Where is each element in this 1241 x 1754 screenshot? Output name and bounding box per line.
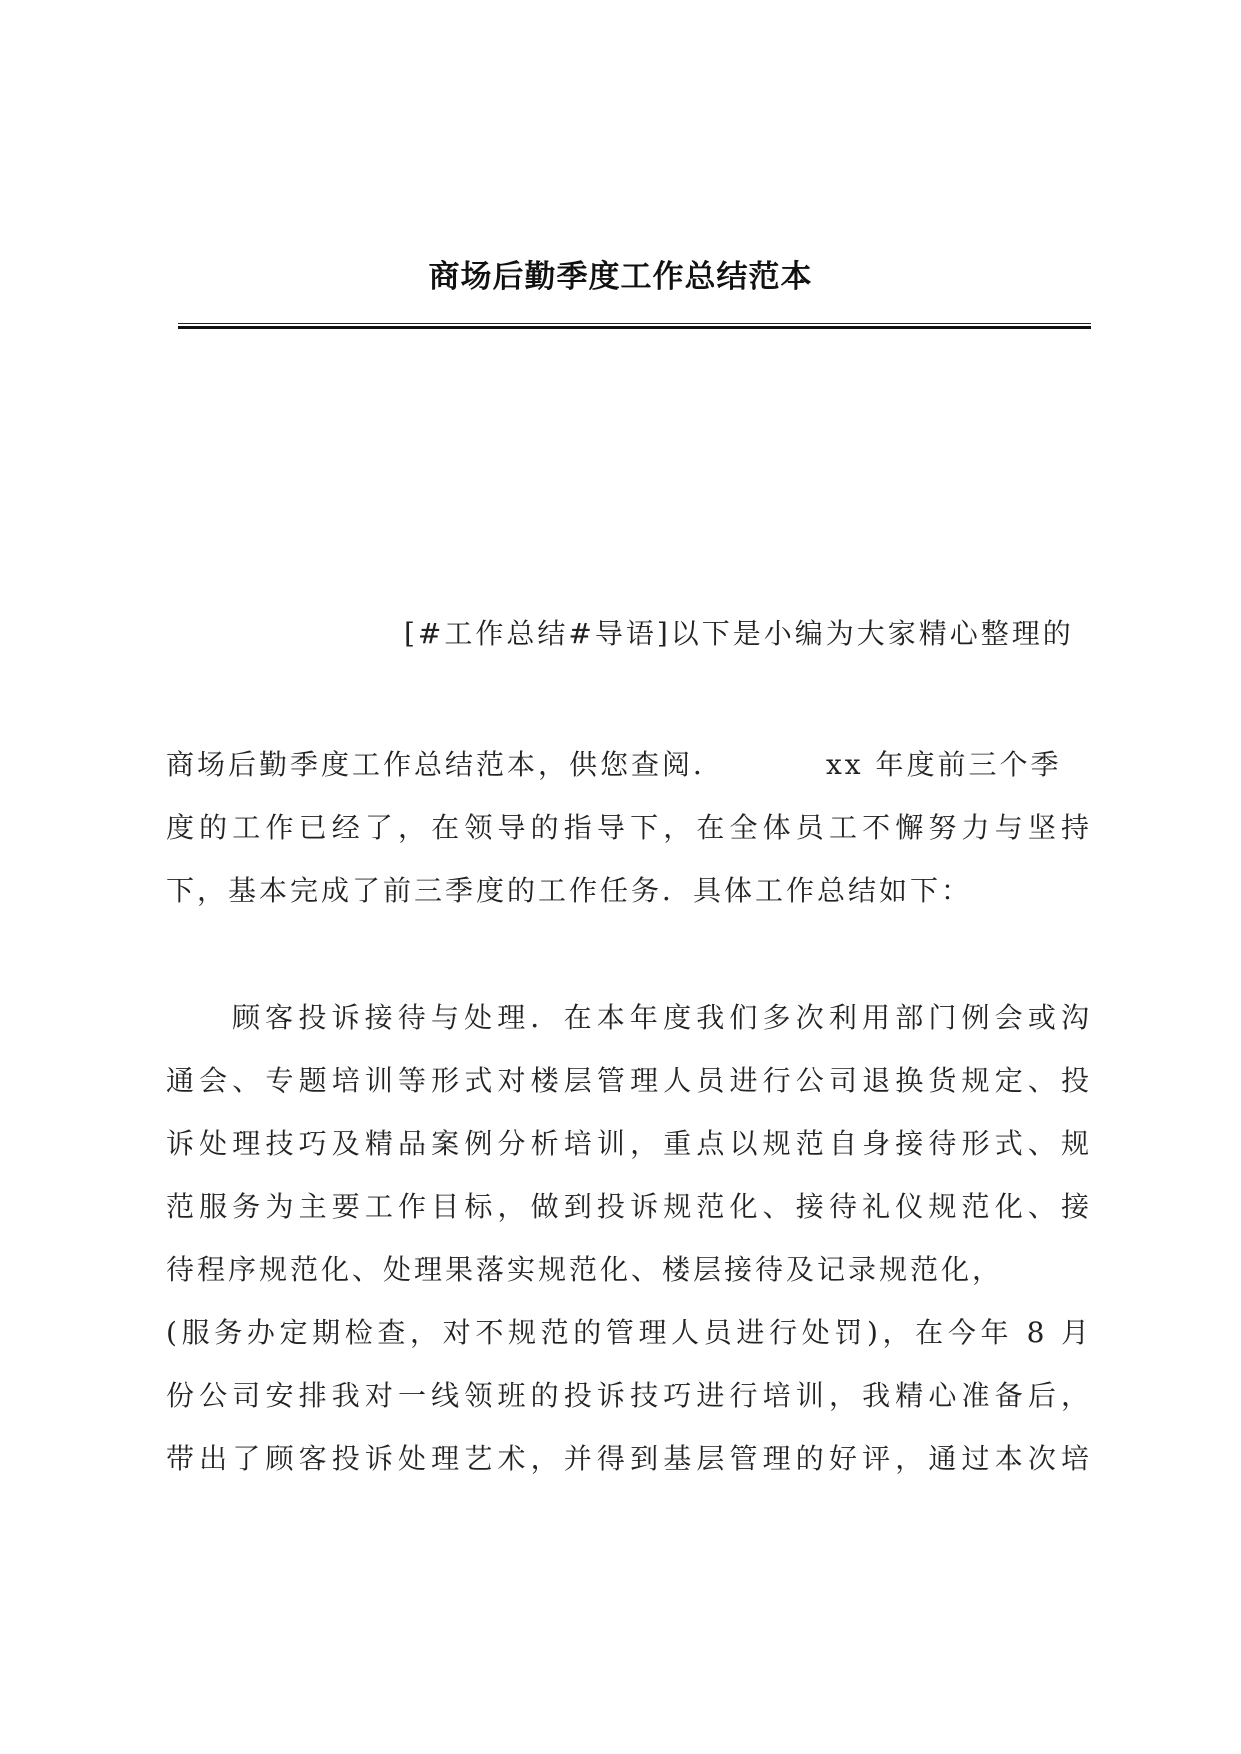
intro-line-2b: xx 年度前三个季 [826, 748, 1062, 781]
title-double-rule [178, 323, 1091, 329]
body-line-5: 待程序规范化、处理果落实规范化、楼层接待及记录规范化， [166, 1253, 1004, 1286]
body-line-3: 诉处理技巧及精品案例分析培训，重点以规范自身接待形式、规 [166, 1127, 1092, 1160]
body-line-7: 份公司安排我对一线领班的投诉技巧进行培训，我精心准备后， [166, 1379, 1092, 1412]
title-rule-thin [178, 323, 1091, 324]
body-line-2: 通会、专题培训等形式对楼层管理人员进行公司退换货规定、投 [166, 1064, 1092, 1097]
intro-line-3: 度的工作已经了，在领导的指导下，在全体员工不懈努力与坚持 [166, 811, 1092, 844]
intro-line-4: 下，基本完成了前三季度的工作任务．具体工作总结如下： [166, 874, 973, 907]
body-line-6: (服务办定期检查，对不规范的管理人员进行处罚)，在今年 8 月 [166, 1316, 1092, 1349]
title-rule-thick [178, 326, 1091, 329]
body-line-1: 顾客投诉接待与处理．在本年度我们多次利用部门例会或沟 [232, 1001, 1092, 1034]
body-line-8: 带出了顾客投诉处理艺术，并得到基层管理的好评，通过本次培 [166, 1442, 1092, 1475]
intro-line-2a: 商场后勤季度工作总结范本，供您查阅． [166, 748, 725, 781]
intro-line-1: [#工作总结#导语]以下是小编为大家精心整理的 [404, 617, 1074, 650]
document-title: 商场后勤季度工作总结范本 [428, 259, 813, 295]
body-line-4: 范服务为主要工作目标，做到投诉规范化、接待礼仪规范化、接 [166, 1190, 1092, 1223]
